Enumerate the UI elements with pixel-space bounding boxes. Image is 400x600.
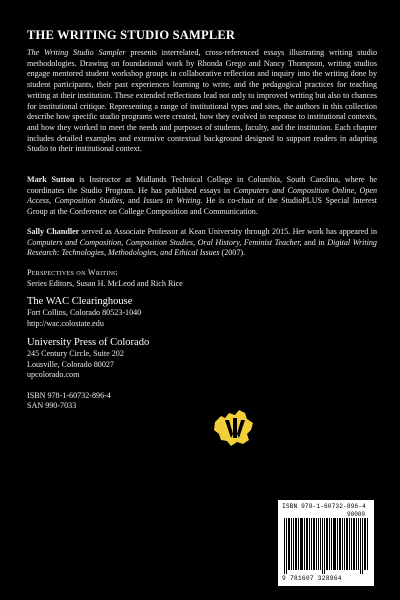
- author-bio-chandler: [27, 227, 377, 259]
- bio-text: (2007).: [219, 248, 246, 258]
- bio-text: and: [124, 196, 144, 206]
- barcode-bars-icon: [284, 518, 370, 574]
- publisher-url: http://wac.colostate.edu: [27, 318, 104, 328]
- bio-text: is Instructor at Midlands Technical College in Columbia, South Carolina, where he coordinates the Studio Program. He has published essays in: [27, 175, 377, 195]
- barcode-digits: 9 781607 328964: [282, 575, 342, 582]
- cover-text: [27, 28, 377, 412]
- publisher-url: upcolorado.com: [27, 370, 80, 380]
- isbn-barcode: [278, 500, 374, 586]
- blurb-text: presents interrelated, cross-referenced essays illustrating writing studio methodologies. Drawing on foundational work by Rhonda Grego and Nancy Thompson, writing studios engage mentored student workshop groups in collaborative reflection and inquiry into the writing done by student participants, their past experiences learning to write, and the pedagogical practices for teaching writing at their institution. These extended reflections lead not only to improved writing but also to chances for institutional critique. Representing a range of institutional types and sites, the authors in this collection describe how specific studio programs were created, how they evolved in response to institutional contexts, and how they worked to meet the needs and purposes of students, faculty, and the institution. Each chapter includes detailed examples and extensive contextual background designed to support readers in adapting Studio to their institutional context.: [27, 48, 377, 154]
- barcode-isbn-text: ISBN 978-1-60732-896-4: [282, 503, 366, 510]
- publisher-wac: [27, 296, 377, 329]
- bio-journals: Computers and Composition, Composition Studies, Oral History, Feminist Teacher,: [27, 237, 302, 247]
- author-name: Sally Chandler: [27, 226, 80, 236]
- publisher-address-line2: Lousville, Colorado 80027: [27, 359, 114, 369]
- publisher-address: Fort Collins, Colorado 80523-1040: [27, 308, 142, 318]
- bio-text: . He is co-chair of the StudioPLUS Special Interest Group at the Conference on College Composition and Communication.: [27, 196, 377, 217]
- san-text: SAN 990-7033: [27, 401, 77, 411]
- isbn-text: ISBN 978-1-60732-896-4: [27, 390, 111, 400]
- publisher-upc: [27, 337, 377, 381]
- book-title: THE WRITING STUDIO SAMPLER: [27, 28, 236, 42]
- barcode-price-addon: 90000: [347, 511, 366, 518]
- publisher-name: University Press of Colorado: [27, 337, 150, 349]
- author-name: Mark Sutton: [27, 175, 75, 185]
- bio-journal: Issues in Writing: [143, 196, 201, 206]
- series-info: [27, 268, 377, 289]
- series-name: Perspectives on Writing: [27, 267, 118, 277]
- series-editors: Series Editors, Susan H. McLeod and Rich Rice: [27, 278, 183, 288]
- bio-journals: Computers and Composition Online, Open Access, Composition Studies,: [27, 185, 377, 206]
- blurb-book-title: The Writing Studio Sampler: [27, 48, 126, 57]
- wac-clearinghouse-logo-icon: [211, 404, 257, 450]
- publisher-name: The WAC Clearinghouse: [27, 296, 133, 308]
- bio-text: served as Associate Professor at Kean University through 2015. Her work has appeared in: [79, 226, 377, 236]
- publisher-address-line1: 245 Century Circle, Suite 202: [27, 349, 124, 359]
- identifiers: [27, 391, 377, 412]
- author-bio-sutton: [27, 175, 377, 218]
- bio-text: and in: [301, 237, 328, 247]
- book-description: [27, 48, 377, 155]
- bio-book: Digital Writing Research: Technologies, Methodologies, and Ethical Issues: [27, 237, 377, 258]
